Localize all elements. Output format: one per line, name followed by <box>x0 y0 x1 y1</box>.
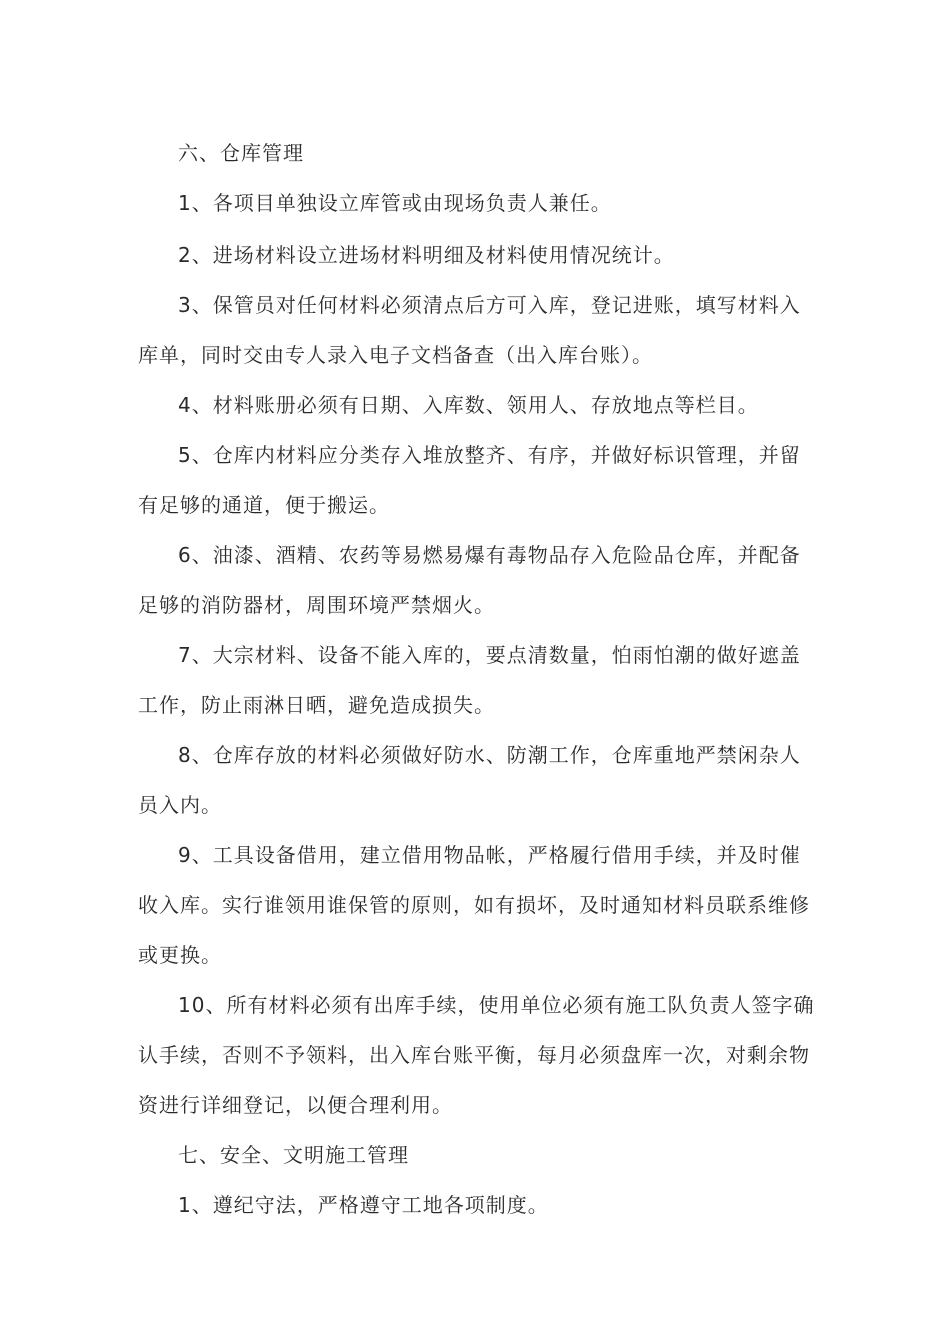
paragraph-item-8: 8、仓库存放的材料必须做好防水、防潮工作，仓库重地严禁闲杂人员入内。 <box>138 743 801 817</box>
paragraph-item-4: 4、材料账册必须有日期、入库数、领用人、存放地点等栏目。 <box>178 393 759 417</box>
document-body <box>138 128 818 1230</box>
paragraph-item-3: 3、保管员对任何材料必须清点后方可入库，登记进账，填写材料入库单，同时交由专人录入电子文档备查（出入库台账）。 <box>138 293 801 367</box>
paragraph-item-10: 10、所有材料必须有出库手续，使用单位必须有施工队负责人签字确认手续，否则不予领料，出入库台账平衡，每月必须盘库一次，对剩余物资进行详细登记，以便合理利用。 <box>138 993 815 1117</box>
paragraph-item-9: 9、工具设备借用，建立借用物品帐，严格履行借用手续，并及时催收入库。实行谁领用谁保管的原则，如有损坏，及时通知材料员联系维修或更换。 <box>138 843 810 967</box>
paragraph-item-7: 7、大宗材料、设备不能入库的，要点清数量，怕雨怕潮的做好遮盖工作，防止雨淋日晒，避免造成损失。 <box>138 643 801 717</box>
paragraph-safety-item-1: 1、遵纪守法，严格遵守工地各项制度。 <box>178 1193 549 1217</box>
section-heading-warehouse-management: 六、仓库管理 <box>178 141 304 165</box>
paragraph-item-2: 2、进场材料设立进场材料明细及材料使用情况统计。 <box>178 243 675 267</box>
paragraph-item-1: 1、各项目单独设立库管或由现场负责人兼任。 <box>178 191 612 215</box>
paragraph-item-6: 6、油漆、酒精、农药等易燃易爆有毒物品存入危险品仓库，并配备足够的消防器材，周围环境严禁烟火。 <box>138 543 801 617</box>
paragraph-item-5: 5、仓库内材料应分类存入堆放整齐、有序，并做好标识管理，并留有足够的通道，便于搬运。 <box>138 443 801 517</box>
section-heading-safety-management: 七、安全、文明施工管理 <box>178 1143 409 1167</box>
